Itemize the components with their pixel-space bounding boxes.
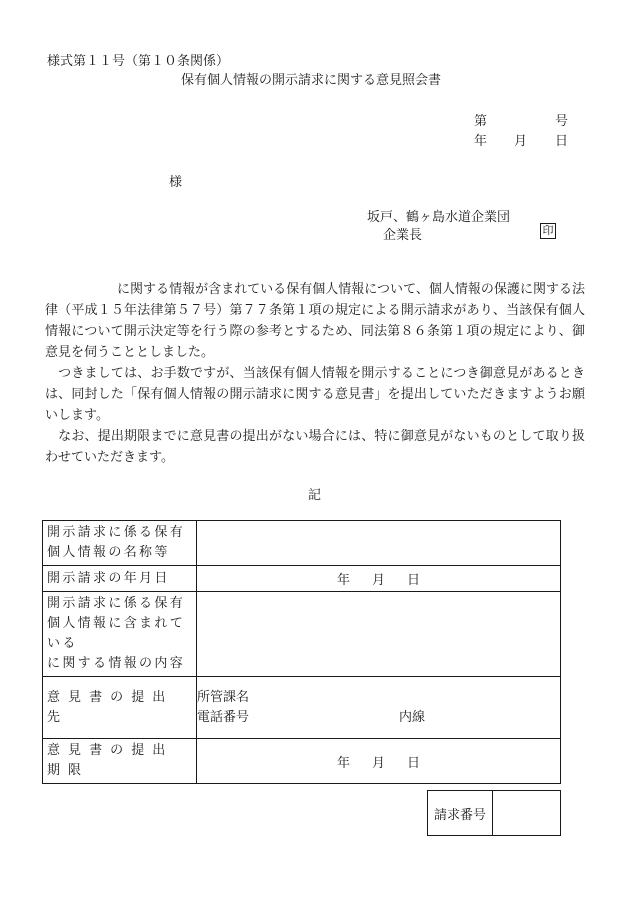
request-number-box bbox=[427, 790, 561, 836]
request-number-label: 請求番号 bbox=[428, 791, 493, 836]
body-text bbox=[45, 279, 585, 468]
sender-title: 企業長 bbox=[383, 228, 423, 243]
field-request-date[interactable]: 年 月 日 bbox=[197, 566, 561, 592]
request-number-field[interactable] bbox=[493, 791, 561, 836]
seal-stamp: 印 bbox=[540, 223, 556, 239]
row-label-info-content: 開示請求に係る保有 個人情報に含まれて いる に関する情報の内容 bbox=[43, 592, 197, 677]
row-label-submission-destination: 意見書の提出先 bbox=[43, 677, 197, 739]
table-row bbox=[43, 566, 561, 592]
recipient-honorific: 様 bbox=[169, 175, 183, 190]
table-row bbox=[43, 521, 561, 566]
date-year: 年 bbox=[474, 134, 488, 149]
field-item-name[interactable] bbox=[197, 521, 561, 566]
form-number: 様式第１１号（第１０条関係） bbox=[47, 54, 230, 69]
phone-label: 電話番号 内線 bbox=[197, 709, 426, 725]
table-row bbox=[43, 677, 561, 739]
doc-number-dai: 第 bbox=[474, 114, 488, 129]
date-month: 月 bbox=[514, 134, 528, 149]
row-label-item-name: 開示請求に係る保有 個人情報の名称等 bbox=[43, 521, 197, 566]
body-paragraph-2: つきましては、お手数ですが、当該保有個人情報を開示することにつき御意見があるときは、同封した「保有個人情報の開示請求に関する意見書」を提出していただきますようお願いします。 bbox=[45, 366, 585, 423]
dept-label: 所管課名 bbox=[197, 689, 250, 705]
ki-heading: 記 bbox=[308, 488, 322, 503]
body-paragraph-1: に関する情報が含まれている保有個人情報について、個人情報の保護に関する法律（平成１５年法律第５７号）第７７条第１項の規定による開示請求があり、当該保有個人情報について開示決定等を行う際の参考とするため、同法第８６条第１項の規定により、御意見を伺うこととしました。 bbox=[45, 282, 585, 360]
row-label-submission-deadline: 意見書の提出期限 bbox=[43, 739, 197, 784]
table-row bbox=[43, 739, 561, 784]
field-info-content[interactable] bbox=[197, 592, 561, 677]
doc-number-gou: 号 bbox=[555, 114, 569, 129]
info-table bbox=[42, 520, 561, 784]
sender-organization: 坂戸、鶴ヶ島水道企業団 bbox=[367, 210, 511, 225]
extension-label: 内線 bbox=[399, 709, 426, 725]
date-day: 日 bbox=[555, 134, 569, 149]
row-label-request-date: 開示請求の年月日 bbox=[43, 566, 197, 592]
field-submission-deadline[interactable]: 年 月 日 bbox=[197, 739, 561, 784]
body-paragraph-3: なお、提出期限までに意見書の提出がない場合には、特に御意見がないものとして取り扱わせていただきます。 bbox=[45, 429, 585, 465]
table-row bbox=[43, 592, 561, 677]
field-submission-destination[interactable] bbox=[197, 677, 561, 739]
document-title: 保有個人情報の開示請求に関する意見照会書 bbox=[181, 73, 442, 88]
